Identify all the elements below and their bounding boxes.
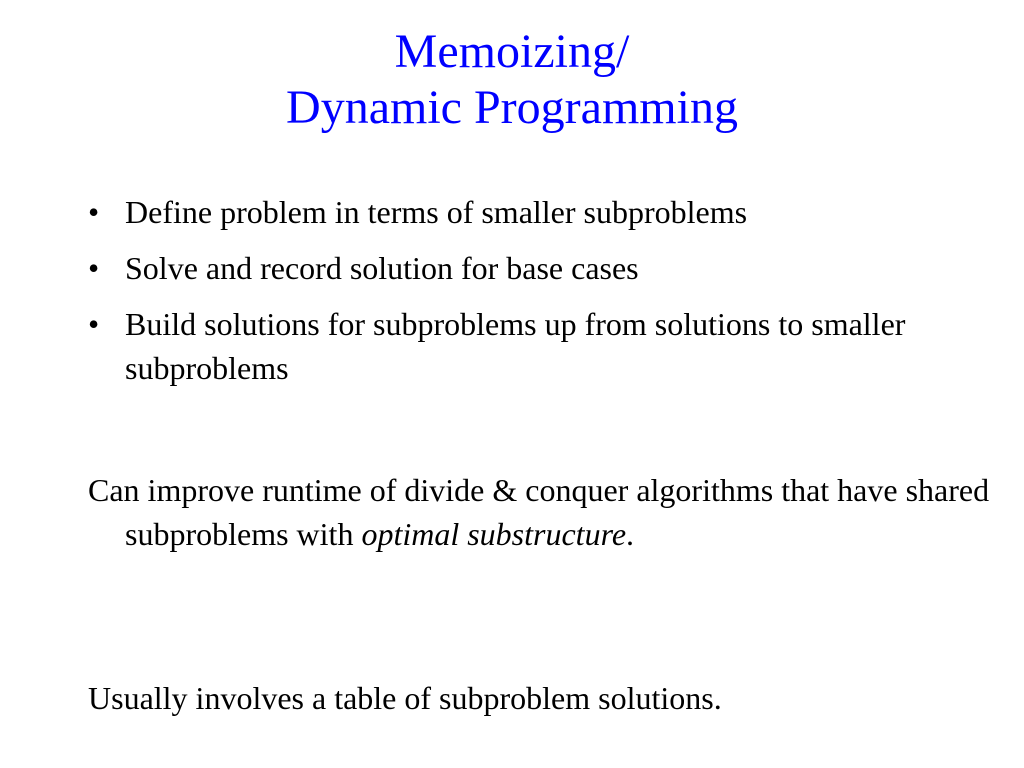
- paragraph-table: Usually involves a table of subproblem solutions.: [88, 680, 722, 716]
- title-line-1: Memoizing/: [394, 25, 630, 78]
- bullet-item: [88, 302, 968, 390]
- paragraph-text: Can improve runtime of divide & conquer algorithms that have shared subproblems with: [88, 472, 990, 552]
- bullet-item: [88, 246, 968, 290]
- bullet-text: Build solutions for subproblems up from solutions to smaller subproblems: [125, 306, 906, 386]
- emphasis-text: optimal substructure: [361, 516, 627, 552]
- bullet-list: [88, 190, 968, 402]
- paragraph-tail: .: [626, 516, 635, 552]
- title-line-2: Dynamic Programming: [286, 81, 738, 134]
- bullet-text: Define problem in terms of smaller subproblems: [125, 194, 748, 230]
- slide-title: [0, 24, 1024, 136]
- bullet-icon: •: [88, 306, 100, 342]
- bullet-icon: •: [88, 194, 100, 230]
- paragraph-divide-conquer: [88, 468, 1005, 556]
- bullet-icon: •: [88, 250, 100, 286]
- bullet-text: Solve and record solution for base cases: [125, 250, 639, 286]
- bullet-item: [88, 190, 968, 234]
